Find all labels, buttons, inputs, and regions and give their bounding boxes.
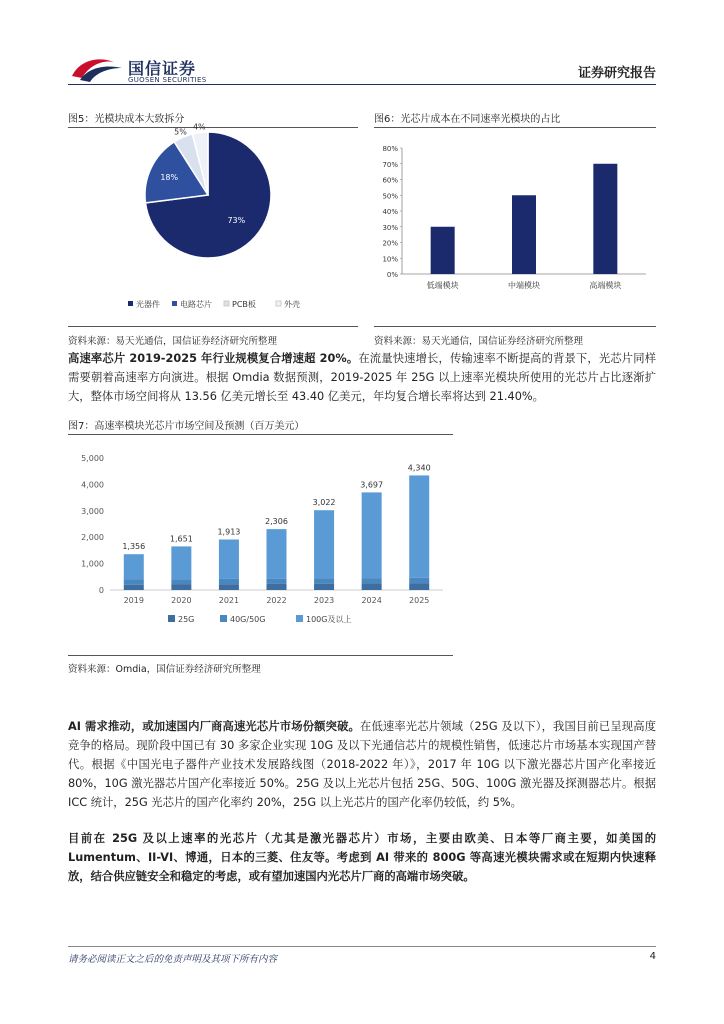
data-label: 1,913 [217,527,241,537]
x-tick-label: 中端模块 [508,281,540,290]
legend-swatch [296,615,303,622]
pie-chart [68,122,358,325]
footer-divider [68,946,656,947]
fig7-bottom-rule [68,655,453,656]
bar [593,164,617,274]
paragraph-3-body: 目前在 25G 及以上速率的光芯片（尤其是激光器芯片）市场，主要由欧美、日本等厂商主要，如美国的 Lumentum、II-VI、博通，日本的三菱、住友等。考虑到 AI 带来的 800G 等高速光模块需求或在短期内快速释放，结合供应链安全和稳定的考虑，或有望加速国内光芯片厂商的高端市场突破。 [68,832,656,883]
pie-label: 4% [192,122,206,132]
y-tick-label: 0 [98,586,104,595]
legend-swatch [172,301,177,306]
legend-swatch [168,615,175,622]
bar-segment [219,539,239,578]
bar-segment [362,578,382,583]
data-label: 4,340 [407,463,431,473]
bar-segment [314,584,334,590]
paragraph-1-lead: 高速率芯片 2019-2025 年行业规模复合增速超 20%。 [68,352,359,365]
legend-swatch [128,301,133,306]
bar-segment [124,579,144,584]
y-tick-label: 30% [382,223,398,232]
x-tick-label: 2020 [171,596,192,605]
legend-label: PCB板 [232,300,256,309]
x-tick-label: 低端模块 [426,281,459,290]
report-type: 证券研究报告 [577,66,656,81]
data-label: 3,022 [312,498,336,508]
footer-disclaimer: 请务必阅读正文之后的免责声明及其项下所有内容 [68,954,278,965]
y-tick-label: 60% [382,176,398,185]
legend-label: 外壳 [284,300,300,309]
bar-segment [362,492,382,578]
data-label: 3,697 [360,480,384,490]
x-tick-label: 2019 [123,596,144,605]
x-tick-label: 2023 [313,596,335,605]
bar-segment [409,583,429,590]
header-divider [68,84,656,85]
page-number: 4 [649,951,656,962]
fig6-title: 图6：光芯片成本在不同速率光模块的占比 [374,114,561,125]
y-tick-label: 40% [382,208,398,216]
y-tick-label: 70% [382,160,398,169]
fig6-bottom-rule [374,326,656,327]
pie-label: 18% [160,172,179,182]
bar-segment [314,510,334,578]
y-tick-label: 10% [382,255,398,264]
brand-name: 国信证券 [128,59,197,78]
bar-segment [409,475,429,577]
bar-segment [124,585,144,590]
legend-label: 40G/50G [230,615,266,624]
paragraph-3 [68,829,656,886]
fig5-source: 资料来源：易天光通信，国信证券经济研究所整理 [68,336,278,347]
y-tick-label: 20% [382,239,398,248]
legend-label: 光器件 [136,300,160,309]
legend-label: 25G [178,615,195,624]
fig7-top-rule [68,434,453,435]
y-tick-label: 5,000 [81,454,104,463]
brand-logo [70,54,126,84]
paragraph-2-lead: AI 需求推动，或加速国内厂商高速光芯片市场份额突破。 [68,720,360,733]
data-label: 1,651 [169,534,193,544]
y-tick-label: 4,000 [81,480,104,490]
fig5-top-rule [68,127,358,128]
bar-segment [267,584,287,590]
fig6-top-rule [374,127,656,128]
bar-segment [267,529,287,579]
y-tick-label: 50% [382,192,398,201]
legend-swatch [220,615,227,622]
bar-segment [362,583,382,590]
rate-bar-chart [374,130,656,325]
pie-label: 5% [174,127,187,137]
legend-label: 电路芯片 [180,300,212,309]
y-tick-label: 1,000 [81,559,104,569]
bar-segment [219,579,239,584]
bar-segment [171,546,191,579]
paragraph-2 [68,717,656,812]
y-tick-label: 0% [386,271,398,279]
bar-segment [409,578,429,583]
bar-segment [219,584,239,590]
y-tick-label: 2,000 [81,533,104,543]
bar-segment [171,579,191,584]
bar-segment [314,578,334,583]
legend-swatch [224,301,229,306]
bar [431,227,455,274]
fig7-title: 图7：高速率模块光芯片市场空间及预测（百万美元） [68,421,305,432]
bar-segment [171,584,191,590]
paragraph-1-body: 在流量快速增长，传输速率不断提高的背景下，光芯片同样需要朝着高速率方向演进。根据 Omdia 数据预测，2019-2025 年 25G 以上速率光模块所使用的光芯片占比逐渐扩大，整体市场空间将从 13.56 亿美元增长至 43.40 亿美元，年均复合增长率将达到 21.40%。 [68,352,656,403]
paragraph-1 [68,349,656,406]
data-label: 2,306 [265,517,288,527]
fig6-source: 资料来源：易天光通信，国信证券经济研究所整理 [374,336,584,347]
bar-segment [267,579,287,584]
y-tick-label: 3,000 [81,506,104,516]
legend-swatch [276,301,281,306]
x-tick-label: 2021 [218,596,240,605]
y-tick-label: 80% [382,145,398,153]
bar-segment [124,554,144,579]
fig5-bottom-rule [68,326,358,327]
legend-label: 100G及以上 [306,615,352,624]
bar [512,195,536,274]
paragraph-2-body: 在低速率光芯片领域（25G 及以下），我国目前已呈现高度竞争的格局。现阶段中国已有 30 多家企业实现 10G 及以下光通信芯片的规模性销售，低速芯片市场基本实现国产替代。根据《中国光电子器件产业技术发展路线图（2018-2022 年）》，2017 年 10G 以下激光器芯片国产化率接近 80%，10G 激光器芯片国产化率接近 50%。25G 及以上光芯片包括 25G、50G、100G 激光器及探测器芯片。根据 ICC 统计，25G 光芯片的国产化率约 20%，25G 以上光芯片的国产化率仍较低，约 5%。 [68,720,656,809]
pie-label: 73% [227,215,246,225]
x-tick-label: 2024 [361,596,382,605]
brand-name-en: GUOSEN SECURITIES [128,76,207,84]
fig7-source: 资料来源：Omdia，国信证券经济研究所整理 [68,664,261,675]
x-tick-label: 高端模块 [589,281,622,290]
market-size-chart [68,438,453,653]
x-tick-label: 2022 [266,596,287,605]
data-label: 1,356 [122,542,146,552]
fig5-title: 图5：光模块成本大致拆分 [68,114,185,125]
x-tick-label: 2025 [409,596,430,605]
